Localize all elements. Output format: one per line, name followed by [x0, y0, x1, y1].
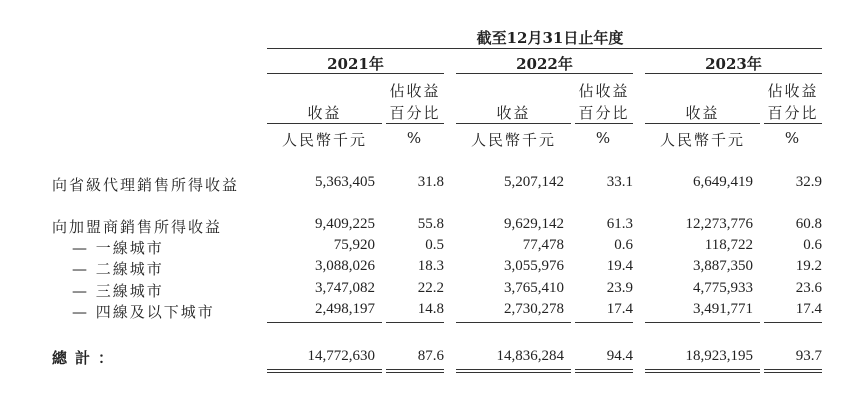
- year-2021: 2021年: [327, 55, 384, 73]
- period-title: 截至12月31日止年度: [476, 29, 624, 47]
- subtotal-rule-rev-2023: [645, 322, 760, 323]
- cell: 3,765,410: [504, 280, 564, 296]
- year-rule-2021: [267, 73, 444, 74]
- col-pct-line1-2023: 佔收益: [767, 82, 819, 100]
- subtotal-rule-pct-2022: [575, 322, 633, 323]
- header-rule-pct-2021: [386, 123, 444, 124]
- row-label-tier1: — 一線城市: [72, 239, 164, 257]
- header-rule-pct-2022: [575, 123, 633, 124]
- total-double-rule-pct-2022: [575, 369, 633, 373]
- row-label-tier2: — 二線城市: [72, 260, 164, 278]
- period-rule: [267, 48, 822, 49]
- cell: 0.5: [425, 237, 444, 253]
- cell: 4,775,933: [693, 280, 753, 296]
- cell: 33.1: [606, 174, 633, 190]
- year-2022: 2022年: [516, 55, 573, 73]
- cell: 118,722: [704, 237, 753, 253]
- cell: 32.9: [795, 174, 822, 190]
- row-label-provincial-agents: 向省級代理銷售所得收益: [52, 176, 240, 194]
- subtotal-rule-pct-2021: [386, 322, 444, 323]
- cell: 3,747,082: [315, 280, 375, 296]
- cell: 60.8: [795, 216, 822, 232]
- cell: 14.8: [417, 301, 444, 317]
- col-pct-line2-2023: 百分比: [767, 104, 819, 122]
- header-rule-rev-2022: [456, 123, 571, 124]
- cell: 17.4: [606, 301, 633, 317]
- col-revenue-2021: 收益: [307, 104, 342, 122]
- subtotal-rule-rev-2022: [456, 322, 571, 323]
- cell: 55.8: [417, 216, 444, 232]
- total-cell: 93.7: [795, 348, 822, 364]
- cell: 77,478: [522, 237, 564, 253]
- year-rule-2023: [645, 73, 822, 74]
- row-label-tier4-below: — 四線及以下城市: [72, 303, 215, 321]
- year-rule-2022: [456, 73, 633, 74]
- unit-pct-2022: %: [595, 129, 613, 147]
- cell: 19.4: [606, 258, 633, 274]
- col-pct-line1-2021: 佔收益: [389, 82, 441, 100]
- cell: 5,363,405: [315, 174, 375, 190]
- cell: 6,649,419: [693, 174, 753, 190]
- cell: 22.2: [417, 280, 444, 296]
- total-cell: 94.4: [606, 348, 633, 364]
- total-cell: 14,836,284: [496, 348, 564, 364]
- total-cell: 87.6: [417, 348, 444, 364]
- header-rule-rev-2021: [267, 123, 382, 124]
- cell: 2,730,278: [504, 301, 564, 317]
- unit-rmb-2023: 人民幣千元: [659, 131, 745, 149]
- cell: 18.3: [417, 258, 444, 274]
- unit-rmb-2021: 人民幣千元: [281, 131, 367, 149]
- header-rule-rev-2023: [645, 123, 760, 124]
- cell: 5,207,142: [504, 174, 564, 190]
- cell: 0.6: [803, 237, 822, 253]
- cell: 23.9: [606, 280, 633, 296]
- col-revenue-2022: 收益: [496, 104, 531, 122]
- cell: 0.6: [614, 237, 633, 253]
- cell: 3,088,026: [315, 258, 375, 274]
- cell: 19.2: [795, 258, 822, 274]
- row-label-tier3: — 三線城市: [72, 282, 164, 300]
- cell: 9,409,225: [315, 216, 375, 232]
- cell: 12,273,776: [685, 216, 753, 232]
- cell: 23.6: [795, 280, 822, 296]
- unit-pct-2021: %: [406, 129, 424, 147]
- total-cell: 18,923,195: [685, 348, 753, 364]
- subtotal-rule-pct-2023: [764, 322, 822, 323]
- col-pct-line1-2022: 佔收益: [578, 82, 630, 100]
- cell: 61.3: [606, 216, 633, 232]
- unit-rmb-2022: 人民幣千元: [470, 131, 556, 149]
- row-label-franchisees: 向加盟商銷售所得收益: [52, 218, 223, 236]
- cell: 75,920: [333, 237, 375, 253]
- cell: 2,498,197: [315, 301, 375, 317]
- col-revenue-2023: 收益: [685, 104, 720, 122]
- total-double-rule-pct-2021: [386, 369, 444, 373]
- total-double-rule-pct-2023: [764, 369, 822, 373]
- cell: 9,629,142: [504, 216, 564, 232]
- total-label: 總計：: [52, 349, 122, 367]
- total-double-rule-rev-2021: [267, 369, 382, 373]
- cell: 17.4: [795, 301, 822, 317]
- col-pct-line2-2022: 百分比: [578, 104, 630, 122]
- year-2023: 2023年: [705, 55, 762, 73]
- cell: 3,491,771: [693, 301, 753, 317]
- total-cell: 14,772,630: [307, 348, 375, 364]
- total-double-rule-rev-2023: [645, 369, 760, 373]
- total-double-rule-rev-2022: [456, 369, 571, 373]
- cell: 31.8: [417, 174, 444, 190]
- cell: 3,887,350: [693, 258, 753, 274]
- subtotal-rule-rev-2021: [267, 322, 382, 323]
- unit-pct-2023: %: [784, 129, 802, 147]
- col-pct-line2-2021: 百分比: [389, 104, 441, 122]
- header-rule-pct-2023: [764, 123, 822, 124]
- cell: 3,055,976: [504, 258, 564, 274]
